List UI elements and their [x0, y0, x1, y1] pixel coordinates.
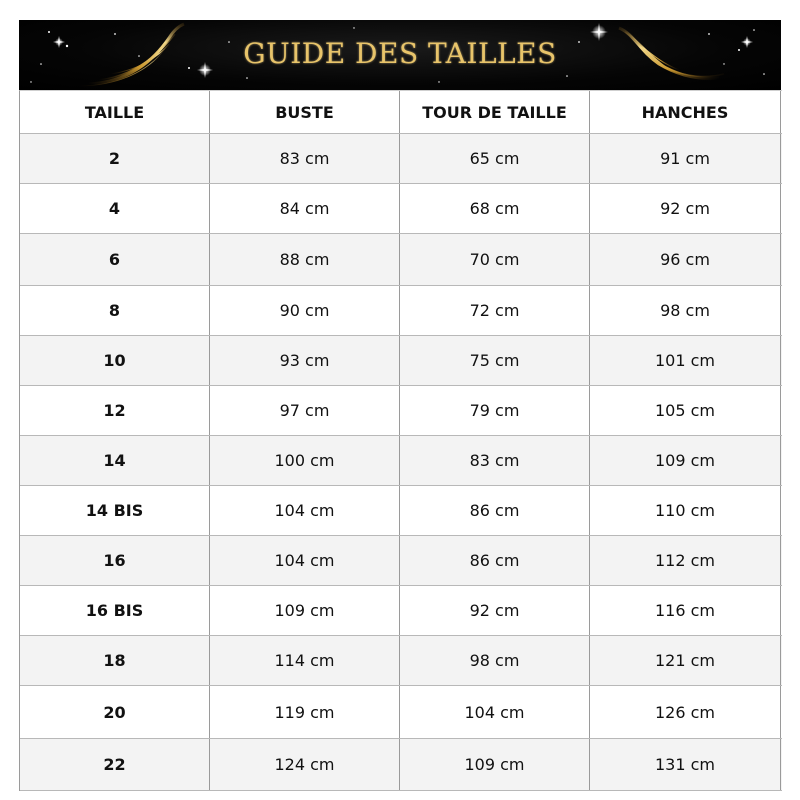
hips-cell: 105 cm — [590, 386, 781, 435]
waist-cell: 68 cm — [400, 184, 590, 233]
header-tour-de-taille: TOUR DE TAILLE — [400, 91, 590, 133]
table-row — [20, 436, 782, 486]
hips-cell: 121 cm — [590, 636, 781, 685]
waist-cell: 98 cm — [400, 636, 590, 685]
table-row — [20, 386, 782, 436]
hips-cell: 96 cm — [590, 234, 781, 285]
size-cell: 10 — [20, 336, 210, 385]
table-header-row — [20, 91, 782, 134]
waist-cell: 79 cm — [400, 386, 590, 435]
size-cell: 22 — [20, 739, 210, 790]
header-hanches: HANCHES — [590, 91, 781, 133]
waist-cell: 72 cm — [400, 286, 590, 335]
bust-cell: 88 cm — [210, 234, 400, 285]
page-title: GUIDE DES TAILLES — [243, 37, 557, 70]
hips-cell: 126 cm — [590, 686, 781, 738]
size-cell: 16 — [20, 536, 210, 585]
waist-cell: 83 cm — [400, 436, 590, 485]
size-cell: 8 — [20, 286, 210, 335]
waist-cell: 92 cm — [400, 586, 590, 635]
bust-cell: 119 cm — [210, 686, 400, 738]
hips-cell: 109 cm — [590, 436, 781, 485]
size-cell: 20 — [20, 686, 210, 738]
hips-cell: 112 cm — [590, 536, 781, 585]
bust-cell: 104 cm — [210, 536, 400, 585]
table-row — [20, 636, 782, 686]
hips-cell: 91 cm — [590, 134, 781, 183]
size-cell: 14 BIS — [20, 486, 210, 535]
table-row — [20, 686, 782, 739]
hips-cell: 131 cm — [590, 739, 781, 790]
table-row — [20, 336, 782, 386]
table-row — [20, 586, 782, 636]
size-cell: 16 BIS — [20, 586, 210, 635]
bust-cell: 84 cm — [210, 184, 400, 233]
bust-cell: 104 cm — [210, 486, 400, 535]
waist-cell: 86 cm — [400, 536, 590, 585]
size-cell: 12 — [20, 386, 210, 435]
table-row — [20, 134, 782, 184]
table-row — [20, 234, 782, 286]
bust-cell: 97 cm — [210, 386, 400, 435]
waist-cell: 86 cm — [400, 486, 590, 535]
size-cell: 4 — [20, 184, 210, 233]
table-row — [20, 184, 782, 234]
bust-cell: 114 cm — [210, 636, 400, 685]
table-row — [20, 286, 782, 336]
waist-cell: 109 cm — [400, 739, 590, 790]
bust-cell: 83 cm — [210, 134, 400, 183]
size-cell: 14 — [20, 436, 210, 485]
hips-cell: 92 cm — [590, 184, 781, 233]
bust-cell: 90 cm — [210, 286, 400, 335]
bust-cell: 100 cm — [210, 436, 400, 485]
header-buste: BUSTE — [210, 91, 400, 133]
bust-cell: 93 cm — [210, 336, 400, 385]
table-row — [20, 739, 782, 791]
hips-cell: 110 cm — [590, 486, 781, 535]
bust-cell: 109 cm — [210, 586, 400, 635]
size-guide-table — [19, 90, 782, 791]
bust-cell: 124 cm — [210, 739, 400, 790]
title-banner — [19, 20, 781, 90]
header-taille: TAILLE — [20, 91, 210, 133]
table-row — [20, 486, 782, 536]
waist-cell: 75 cm — [400, 336, 590, 385]
waist-cell: 70 cm — [400, 234, 590, 285]
hips-cell: 116 cm — [590, 586, 781, 635]
waist-cell: 65 cm — [400, 134, 590, 183]
size-cell: 2 — [20, 134, 210, 183]
size-cell: 6 — [20, 234, 210, 285]
table-row — [20, 536, 782, 586]
waist-cell: 104 cm — [400, 686, 590, 738]
size-cell: 18 — [20, 636, 210, 685]
hips-cell: 101 cm — [590, 336, 781, 385]
hips-cell: 98 cm — [590, 286, 781, 335]
